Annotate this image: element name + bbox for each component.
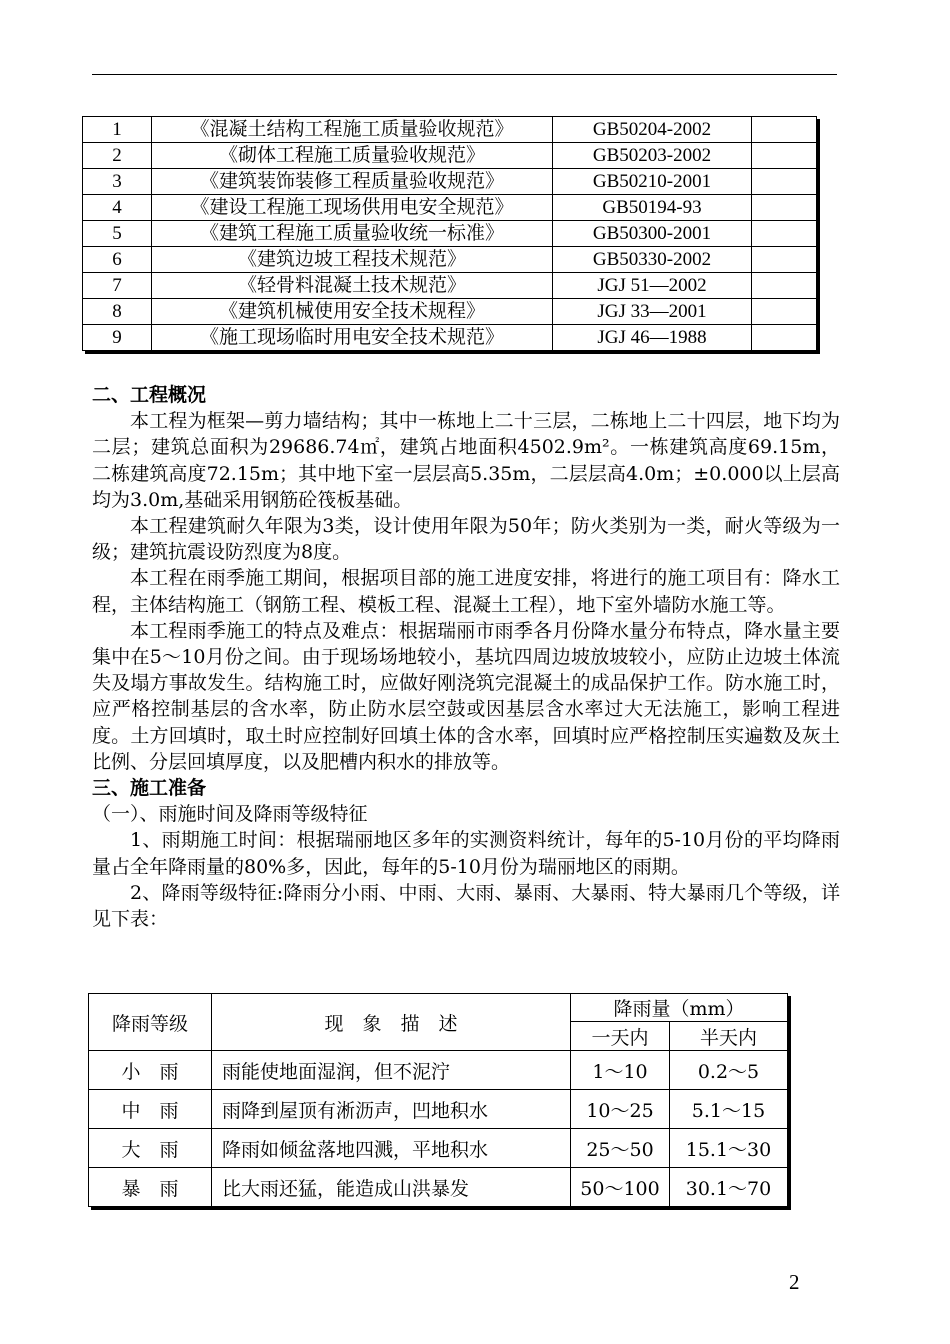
note-cell [752, 143, 817, 169]
paragraph: 本工程在雨季施工期间，根据项目部的施工进度安排，将进行的施工项目有：降水工程，主体结构施工（钢筋工程、模板工程、混凝土工程），地下室外墙防水施工等。 [92, 567, 840, 616]
table-row [83, 143, 817, 169]
note-cell [752, 221, 817, 247]
rain-half-day: 5.1～15 [670, 1090, 788, 1129]
table-row [89, 1051, 788, 1090]
rain-grade: 暴 雨 [89, 1168, 212, 1207]
row-number: 6 [83, 247, 152, 273]
section-title-overview: 二、工程概况 [92, 384, 207, 406]
note-cell [752, 247, 817, 273]
row-number: 2 [83, 143, 152, 169]
note-cell [752, 195, 817, 221]
table-row [83, 247, 817, 273]
rain-grade: 小 雨 [89, 1051, 212, 1090]
header-rule [92, 74, 837, 75]
section-title-preparation: 三、施工准备 [92, 777, 207, 800]
standard-code: GB50204-2002 [553, 117, 752, 143]
rain-one-day: 50～100 [571, 1168, 670, 1207]
standard-name: 《建筑边坡工程技术规范》 [152, 247, 553, 273]
header-rainfall-amount: 降雨量（mm） [571, 994, 788, 1022]
note-cell [752, 117, 817, 143]
standard-code: JGJ 46—1988 [553, 325, 752, 351]
rain-one-day: 1～10 [571, 1051, 670, 1090]
standard-code: GB50330-2002 [553, 247, 752, 273]
note-cell [752, 169, 817, 195]
header-grade: 降雨等级 [89, 994, 212, 1051]
row-number: 9 [83, 325, 152, 351]
header-description: 现 象 描 述 [212, 994, 571, 1051]
table-row [89, 1129, 788, 1168]
rain-description: 比大雨还猛，能造成山洪暴发 [212, 1168, 571, 1207]
standard-name: 《建筑机械使用安全技术规程》 [152, 299, 553, 325]
standard-code: GB50203-2002 [553, 143, 752, 169]
table-row [83, 169, 817, 195]
table-row [83, 299, 817, 325]
standard-name: 《混凝土结构工程施工质量验收规范》 [152, 117, 553, 143]
standard-name: 《砌体工程施工质量验收规范》 [152, 143, 553, 169]
paragraph: 本工程雨季施工的特点及难点：根据瑞丽市雨季各月份降水量分布特点，降水量主要集中在5～10月份之间。由于现场场地较小，基坑四周边坡放坡较小，应防止边坡土体流失及塌方事故发生。结构施工时，应做好刚浇筑完混凝土的成品保护工作。防水施工时，应严格控制基层的含水率，防止防水层空鼓或因基层含水率过大无法施工，影响工程进度。土方回填时，取土时应控制好回填土体的含水率，回填时应严格控制压实遍数及灰土比例、分层回填厚度，以及肥槽内积水的排放等。 [92, 619, 840, 773]
paragraph: 本工程建筑耐久年限为3类，设计使用年限为50年；防火类别为一类，耐火等级为一级；建筑抗震设防烈度为8度。 [92, 515, 840, 564]
rainfall-grade-table [88, 993, 788, 1207]
rain-half-day: 30.1～70 [670, 1168, 788, 1207]
standard-name: 《轻骨料混凝土技术规范》 [152, 273, 553, 299]
table-row [83, 325, 817, 351]
standard-code: GB50210-2001 [553, 169, 752, 195]
header-one-day: 一天内 [571, 1022, 670, 1051]
rain-half-day: 0.2～5 [670, 1051, 788, 1090]
rain-half-day: 15.1～30 [670, 1129, 788, 1168]
document-body [92, 382, 840, 932]
rain-description: 雨能使地面湿润，但不泥泞 [212, 1051, 571, 1090]
table-row [83, 117, 817, 143]
header-half-day: 半天内 [670, 1022, 788, 1051]
row-number: 8 [83, 299, 152, 325]
table-row [83, 273, 817, 299]
subsection-title: （一）、雨施时间及降雨等级特征 [92, 803, 368, 826]
row-number: 4 [83, 195, 152, 221]
table-row [83, 221, 817, 247]
table-row [89, 1090, 788, 1129]
standard-name: 《建筑装饰装修工程质量验收规范》 [152, 169, 553, 195]
rain-description: 降雨如倾盆落地四溅，平地积水 [212, 1129, 571, 1168]
rain-grade: 大 雨 [89, 1129, 212, 1168]
note-cell [752, 273, 817, 299]
paragraph: 2、降雨等级特征:降雨分小雨、中雨、大雨、暴雨、大暴雨、特大暴雨几个等级，详见下表： [92, 881, 840, 931]
standard-name: 《建筑工程施工质量验收统一标准》 [152, 221, 553, 247]
rain-one-day: 10～25 [571, 1090, 670, 1129]
standard-name: 《建设工程施工现场供用电安全规范》 [152, 195, 553, 221]
rain-one-day: 25～50 [571, 1129, 670, 1168]
row-number: 7 [83, 273, 152, 299]
standard-code: JGJ 51—2002 [553, 273, 752, 299]
standard-code: JGJ 33—2001 [553, 299, 752, 325]
note-cell [752, 299, 817, 325]
table-row [83, 195, 817, 221]
page-number: 2 [789, 1270, 800, 1294]
rain-grade: 中 雨 [89, 1090, 212, 1129]
standard-name: 《施工现场临时用电安全技术规范》 [152, 325, 553, 351]
standard-code: GB50194-93 [553, 195, 752, 221]
row-number: 3 [83, 169, 152, 195]
row-number: 5 [83, 221, 152, 247]
note-cell [752, 325, 817, 351]
paragraph: 本工程为框架—剪力墙结构；其中一栋地上二十三层，二栋地上二十四层，地下均为二层；建筑总面积为29686.74㎡，建筑占地面积4502.9m²。一栋建筑高度69.15m，二栋建筑高度72.15m；其中地下室一层层高5.35m，二层层高4.0m；±0.000以上层高均为3.0m,基础采用钢筋砼筏板基础。 [92, 410, 840, 511]
rain-description: 雨降到屋顶有淅沥声，凹地积水 [212, 1090, 571, 1129]
paragraph: 1、雨期施工时间：根据瑞丽地区多年的实测资料统计，每年的5-10月份的平均降雨量占全年降雨量的80%多，因此，每年的5-10月份为瑞丽地区的雨期。 [92, 829, 840, 878]
row-number: 1 [83, 117, 152, 143]
standard-code: GB50300-2001 [553, 221, 752, 247]
standards-table [82, 116, 817, 351]
table-row [89, 1168, 788, 1207]
